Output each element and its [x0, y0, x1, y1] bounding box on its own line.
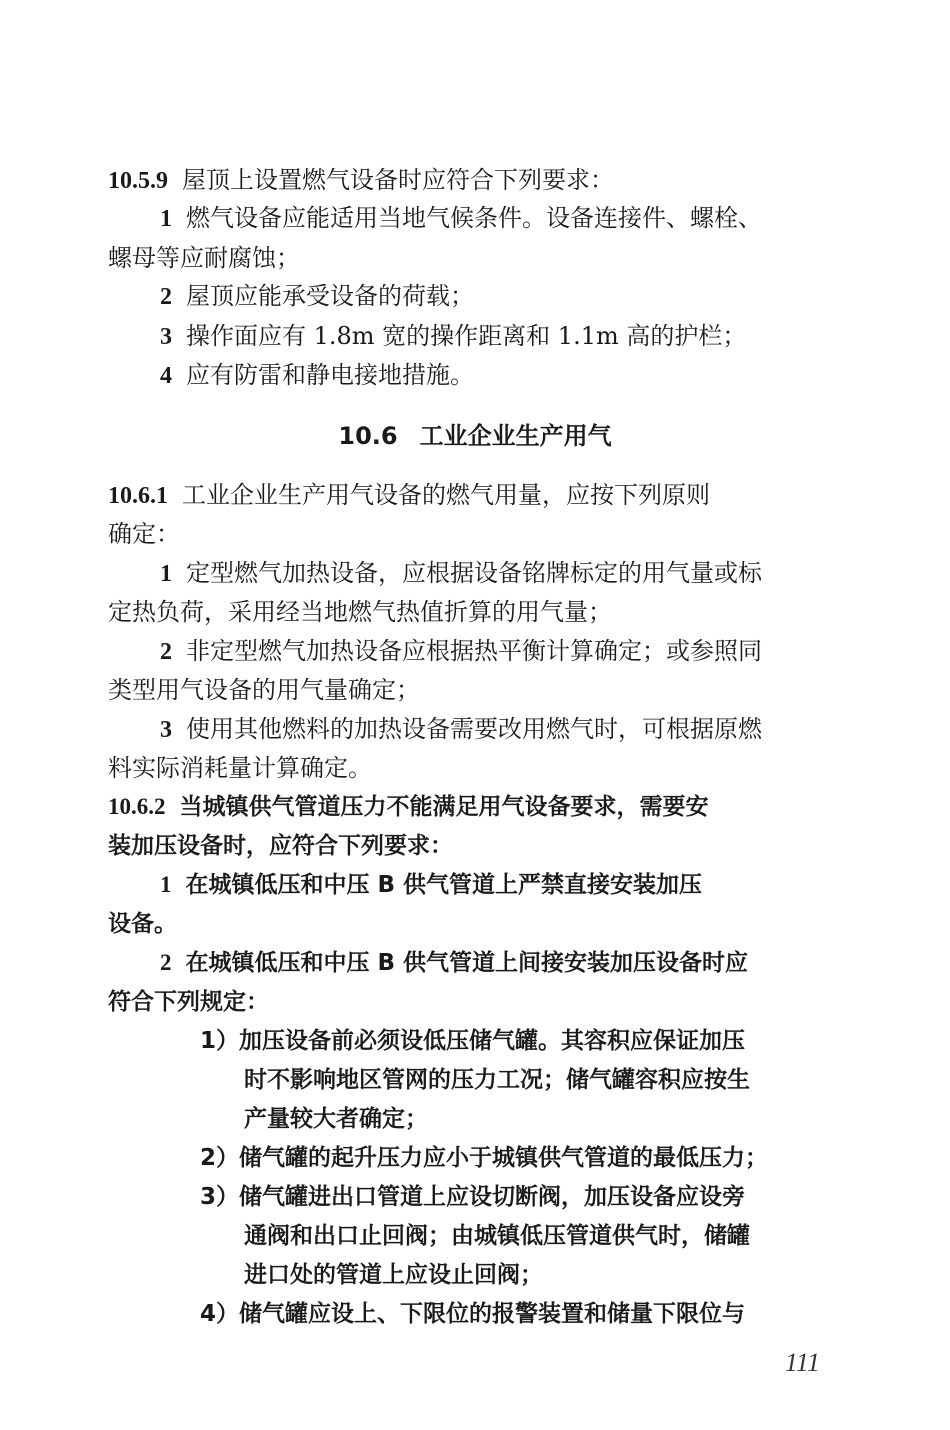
item-text: 应有防雷和静电接地措施。	[186, 361, 474, 389]
item-number: 1	[160, 561, 172, 587]
item-3-line-2: 料实际消耗量计算确定。	[108, 754, 372, 782]
item-text: 定型燃气加热设备，应根据设备铭牌标定的用气量或标	[186, 559, 762, 587]
section-number: 10.6	[338, 422, 398, 450]
item-text: 使用其他燃料的加热设备需要改用燃气时，可根据原燃	[186, 715, 762, 743]
clause-10-6-1-heading	[108, 477, 838, 514]
item-text: 操作面应有 1.8m 宽的操作距离和 1.1m 高的护栏；	[186, 322, 747, 350]
subitem-text: 储气罐进出口管道上应设切断阀，加压设备应设旁	[239, 1184, 746, 1210]
item-1-line-2: 定热负荷，采用经当地燃气热值折算的用气量；	[108, 598, 612, 626]
item-2-line-1	[160, 945, 836, 981]
clause-10-6-2-line-2: 装加压设备时，应符合下列要求：	[108, 833, 453, 859]
item-number: 3	[160, 324, 172, 350]
subitem-number: 2）	[200, 1145, 240, 1171]
subitem-number: 3）	[200, 1184, 240, 1210]
item-3-line-1	[160, 711, 836, 748]
item-1-line-1	[160, 200, 836, 237]
clause-10-6-2-heading	[108, 789, 838, 825]
subitem-3-line-3: 进口处的管道上应设止回阀；	[244, 1262, 543, 1288]
subitem-1-line-1	[200, 1023, 836, 1059]
item-2-line-1	[160, 633, 836, 670]
item-4	[160, 357, 836, 394]
item-number: 1	[160, 206, 172, 232]
item-1-line-2: 设备。	[108, 911, 177, 937]
subitem-1-line-2: 时不影响地区管网的压力工况；储气罐容积应按生	[244, 1067, 750, 1093]
item-2-line-2: 类型用气设备的用气量确定；	[108, 676, 420, 704]
page-number: 111	[784, 1348, 820, 1377]
clause-text: 当城镇供气管道压力不能满足用气设备要求，需要安	[179, 794, 709, 820]
subitem-3-line-2: 通阀和出口止回阀；由城镇低压管道供气时，储罐	[244, 1223, 750, 1249]
item-number: 1	[160, 872, 172, 897]
subitem-4-line-1	[200, 1296, 836, 1332]
section-title-text: 工业企业生产用气	[419, 422, 612, 450]
subitem-number: 1）	[200, 1028, 240, 1054]
item-number: 2	[160, 950, 172, 975]
item-text: 燃气设备应能适用当地气候条件。设备连接件、螺栓、	[186, 204, 762, 232]
item-2-line-2: 符合下列规定：	[108, 989, 269, 1015]
item-2	[160, 278, 836, 315]
item-number: 2	[160, 284, 172, 310]
subitem-1-line-3: 产量较大者确定；	[244, 1106, 428, 1132]
item-text: 在城镇低压和中压 B 供气管道上间接安装加压设备时应	[185, 950, 749, 976]
subitem-text: 加压设备前必须设低压储气罐。其容积应保证加压	[239, 1028, 746, 1054]
item-text: 在城镇低压和中压 B 供气管道上严禁直接安装加压	[185, 872, 703, 898]
subitem-3-line-1	[200, 1179, 836, 1215]
subitem-number: 4）	[200, 1301, 240, 1327]
item-1-line-2: 螺母等应耐腐蚀；	[108, 244, 300, 272]
clause-text: 工业企业生产用气设备的燃气用量，应按下列原则	[182, 481, 710, 509]
clause-number: 10.5.9	[108, 168, 168, 194]
item-3	[160, 318, 836, 355]
clause-number: 10.6.2	[108, 794, 166, 819]
item-number: 3	[160, 717, 172, 743]
subitem-2	[200, 1140, 836, 1176]
item-number: 4	[160, 363, 172, 389]
item-text: 屋顶应能承受设备的荷载；	[186, 282, 474, 310]
item-number: 2	[160, 639, 172, 665]
clause-10-6-1-line-2: 确定：	[108, 520, 180, 548]
subitem-text: 储气罐的起升压力应小于城镇供气管道的最低压力；	[239, 1145, 769, 1171]
item-1-line-1	[160, 555, 836, 592]
clause-number: 10.6.1	[108, 483, 168, 509]
item-text: 非定型燃气加热设备应根据热平衡计算确定；或参照同	[186, 637, 762, 665]
section-title	[0, 418, 950, 454]
clause-text: 屋顶上设置燃气设备时应符合下列要求：	[182, 166, 614, 194]
item-1-line-1	[160, 867, 836, 903]
subitem-text: 储气罐应设上、下限位的报警装置和储量下限位与	[239, 1301, 746, 1327]
clause-10-5-9-heading	[108, 162, 838, 199]
